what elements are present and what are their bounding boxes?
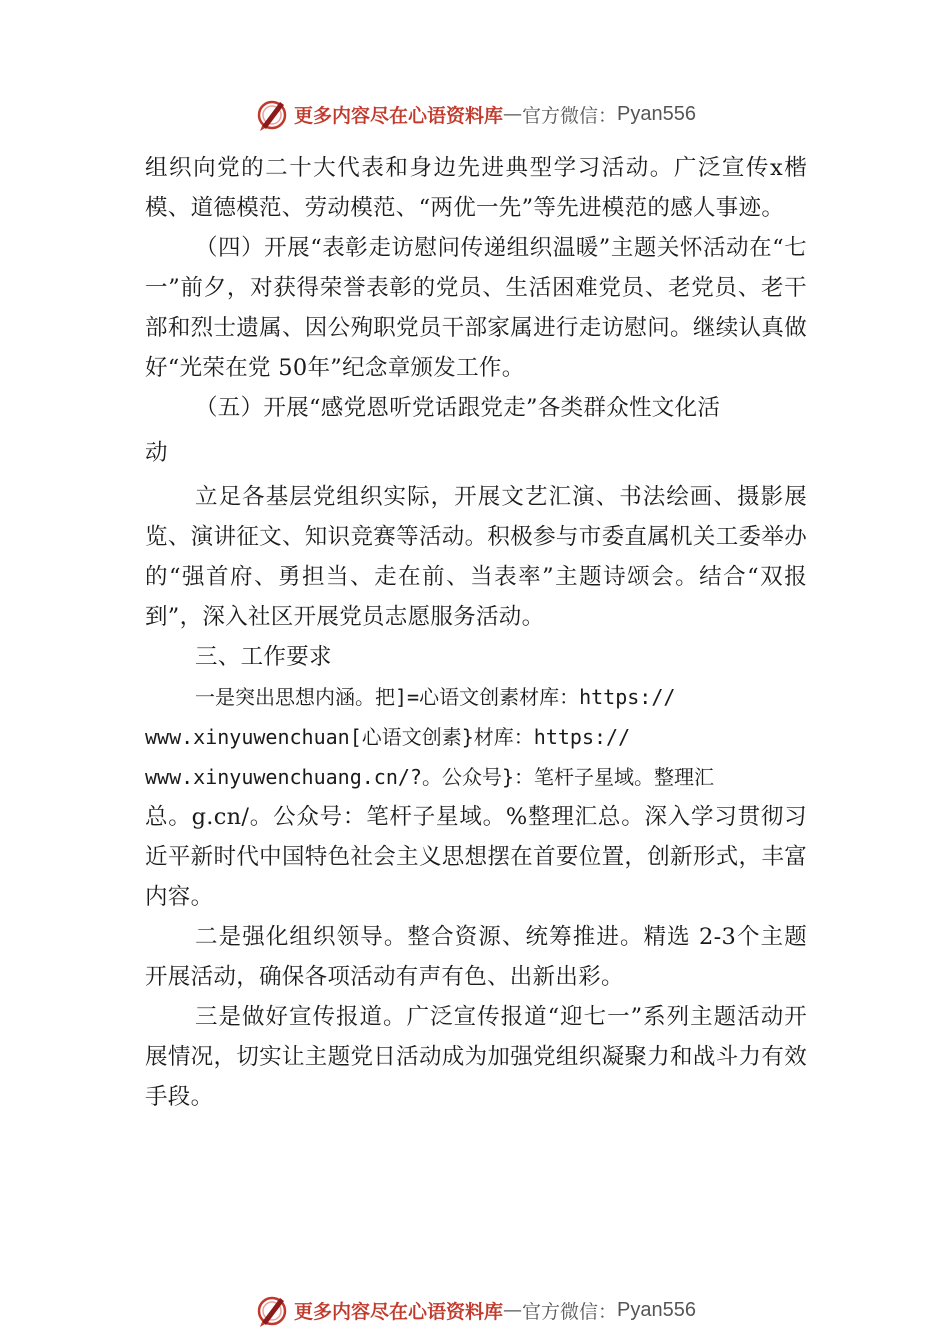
paragraph-7: 二是强化组织领导。整合资源、统筹推进。精选 2-3个主题开展活动，确保各项活动有声有色、出新出彩。	[145, 924, 807, 990]
banner-title: 更多内容尽在心语资料库	[294, 104, 504, 127]
paragraph-6-rest: 总。g.cn/。公众号：笔杆子星域。%整理汇总。深入学习贯彻习近平新时代中国特色社会主义思想摆在首要位置，创新形式，丰富内容。	[145, 804, 807, 910]
pen-logo-icon	[254, 1292, 290, 1328]
footer-wechat-id: Pyan556	[617, 1298, 696, 1321]
paragraph-2: （四）开展“表彰走访慰问传递组织温暖”主题关怀活动在“七一”前夕，对获得荣誉表彰的党员、生活困难党员、老党员、老干部和烈士遗属、因公殉职党员干部家属进行走访慰问。继续认真做好“光荣在党 50年”纪念章颁发工作。	[145, 235, 807, 381]
header-banner	[0, 94, 950, 134]
paragraph-6-line-1: 一是突出思想内涵。把]=心语文创素材库：https://	[195, 685, 676, 709]
pen-logo-icon	[254, 96, 290, 132]
section-heading-5: （五）开展“感党恩听党话跟党走”各类群众性文化活	[195, 395, 721, 421]
banner-wechat-id: Pyan556	[617, 102, 696, 125]
footer-wechat-label: 官方微信：	[522, 1300, 618, 1323]
footer-title: 更多内容尽在心语资料库	[294, 1300, 504, 1323]
paragraph-4: 立足各基层党组织实际，开展文艺汇演、书法绘画、摄影展览、演讲征文、知识竞赛等活动。积极参与市委直属机关工委举办的“强首府、勇担当、走在前、当表率”主题诗颂会。结合“双报到”，深入社区开展党员志愿服务活动。	[145, 484, 807, 630]
section-title-requirements: 三、工作要求	[195, 644, 332, 670]
paragraph-8: 三是做好宣传报道。广泛宣传报道“迎七一”系列主题活动开展情况，切实让主题党日活动成为加强党组织凝聚力和战斗力有效手段。	[145, 1004, 807, 1110]
banner-wechat-label: 官方微信：	[522, 104, 618, 127]
section-heading-5-tail: 动	[145, 440, 168, 466]
banner-dash: —	[503, 103, 523, 125]
paragraph-6-line-2: www.xinyuwenchuan[心语文创素}材库：https://	[145, 725, 631, 749]
document-body	[145, 148, 807, 1117]
paragraph-6-line-3: www.xinyuwenchuang.cn/?。公众号}：笔杆子星域。整理汇	[145, 765, 714, 789]
footer-dash: —	[503, 1299, 523, 1321]
footer-banner	[0, 1290, 950, 1330]
paragraph-1: 组织向党的二十大代表和身边先进典型学习活动。广泛宣传x楷模、道德模范、劳动模范、“两优一先”等先进模范的感人事迹。	[145, 155, 807, 221]
